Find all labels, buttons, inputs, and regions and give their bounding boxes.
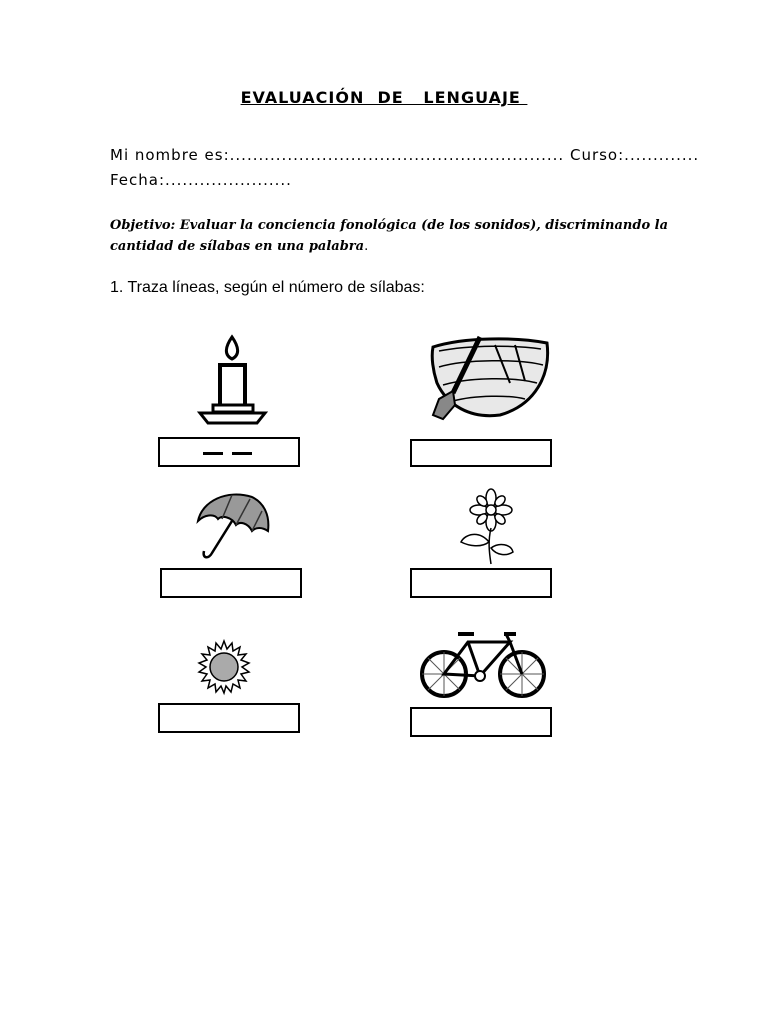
sun-icon [196,640,252,694]
answer-box-sun[interactable] [158,703,300,733]
date-label: Fecha: [110,171,166,189]
page-title: EVALUACIÓN DE LENGUAJE [240,88,528,107]
boat-icon [425,335,555,423]
name-course-line [110,146,699,164]
course-label: Curso: [564,146,625,164]
name-label: Mi nombre es: [110,146,230,164]
flower-icon [455,486,515,566]
name-field[interactable]: .......................................................... [229,146,565,164]
date-field[interactable]: ...................... [165,171,292,189]
syllable-line-2 [232,452,252,455]
umbrella-icon [192,487,272,565]
instruction-text: 1. Traza líneas, según el número de sílabas: [110,279,425,296]
objective-label: Objetivo: [110,218,176,233]
course-field[interactable]: ............. [624,146,700,164]
candle-icon [195,335,270,427]
bicycle-icon [418,630,548,700]
objective-text [110,215,670,257]
answer-box-flower[interactable] [410,568,552,598]
date-line [110,171,292,189]
answer-box-umbrella[interactable] [160,568,302,598]
objective-body: Evaluar la conciencia fonológica (de los sonidos), discriminando la cantidad de sílabas en una palabra [110,218,669,254]
answer-box-bicycle[interactable] [410,707,552,737]
objective-end: . [364,239,369,254]
answer-box-boat[interactable] [410,439,552,467]
syllable-line-1 [203,452,223,455]
answer-box-candle[interactable] [158,437,300,467]
